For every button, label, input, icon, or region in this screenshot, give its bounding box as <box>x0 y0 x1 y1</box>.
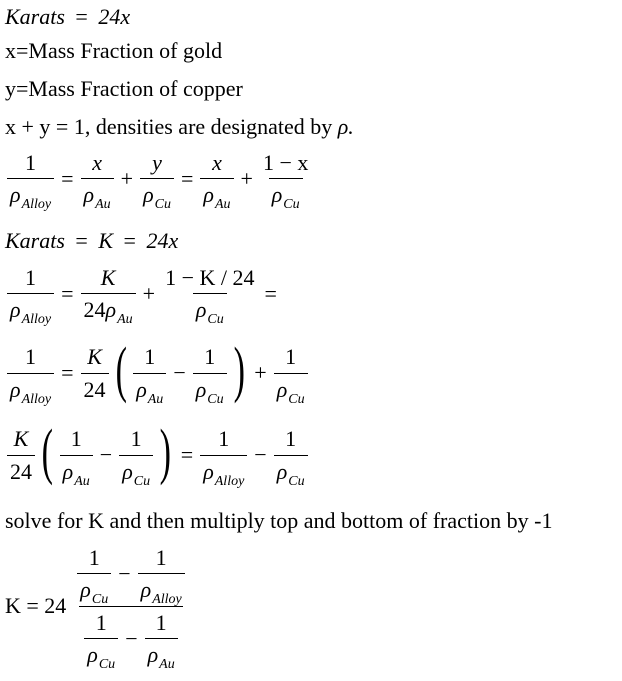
x-definition: x=Mass Fraction of gold <box>5 38 223 63</box>
density-equation-1: $\frac{1}{\rho_{Alloy}}$ = $\frac{x}{\rho_{Au}}$ + $\frac{y}{\rho_{Cu}}$ = $\frac{x}{\rho_{Au}}$ + $\frac{1 - x}{\rho_{Cu}}$ <box>5 150 313 208</box>
karats-definition <box>5 6 130 28</box>
fraction-x-au: $\frac{x}{\rho_{Au}}$ <box>81 150 114 208</box>
sum-definition <box>5 116 354 138</box>
fraction-x-au-2: $\frac{x}{\rho_{Au}}$ <box>200 150 233 208</box>
fraction-y-cu: $\frac{y}{\rho_{Cu}}$ <box>140 150 174 208</box>
density-equation-4: $\frac{K}{24}$ ( $\frac{1}{\rho_{Au}}$ − $\frac{1}{\rho_{Cu}}$ ) = $\frac{1}{\rho_{Alloy}}$ − $\frac{1}{\rho_{Cu}}$ <box>5 424 310 486</box>
complex-fraction: $\frac{1}{\rho_{Cu}}$ − $\frac{1}{\rho_{Alloy}}$ $\frac{1}{\rho_{Cu}}$ − $\frac{1}{\rho_{Au}}$ <box>72 545 189 667</box>
karats-k-definition: Karats = K = 24x <box>5 228 179 253</box>
y-definition: y=Mass Fraction of copper <box>5 76 243 101</box>
rho-symbol: ρ. <box>337 114 354 139</box>
fraction-1-alloy: $\frac{1}{\rho_{Alloy}}$ <box>7 150 54 208</box>
solve-instruction: solve for K and then multiply top and bottom of fraction by -1 <box>5 508 553 533</box>
karats-rhs: 24x <box>98 4 131 29</box>
sum-text: x + y = 1, densities are designated by <box>5 114 333 139</box>
density-equation-2: $\frac{1}{\rho_{Alloy}}$ = $\frac{K}{24\rho_{Au}}$ + $\frac{1 - K / 24}{\rho_{Cu}}$ = <box>5 265 282 323</box>
fraction-1mx-cu: $\frac{1 - x}{\rho_{Cu}}$ <box>262 150 309 213</box>
density-equation-3: $\frac{1}{\rho_{Alloy}}$ = $\frac{K}{24}$ ( $\frac{1}{\rho_{Au}}$ − $\frac{1}{\rho_{Cu}}$ ) + $\frac{1}{\rho_{Cu}}$ <box>5 342 310 404</box>
karat-solution: K = 24 $\frac{1}{\rho_{Cu}}$ − $\frac{1}{\rho_{Alloy}}$ $\frac{1}{\rho_{Cu}}$ − $\frac{1}{\rho_{Au}}$ <box>5 545 192 667</box>
karats-word: Karats <box>5 4 65 29</box>
equals-sign: = <box>75 4 88 29</box>
